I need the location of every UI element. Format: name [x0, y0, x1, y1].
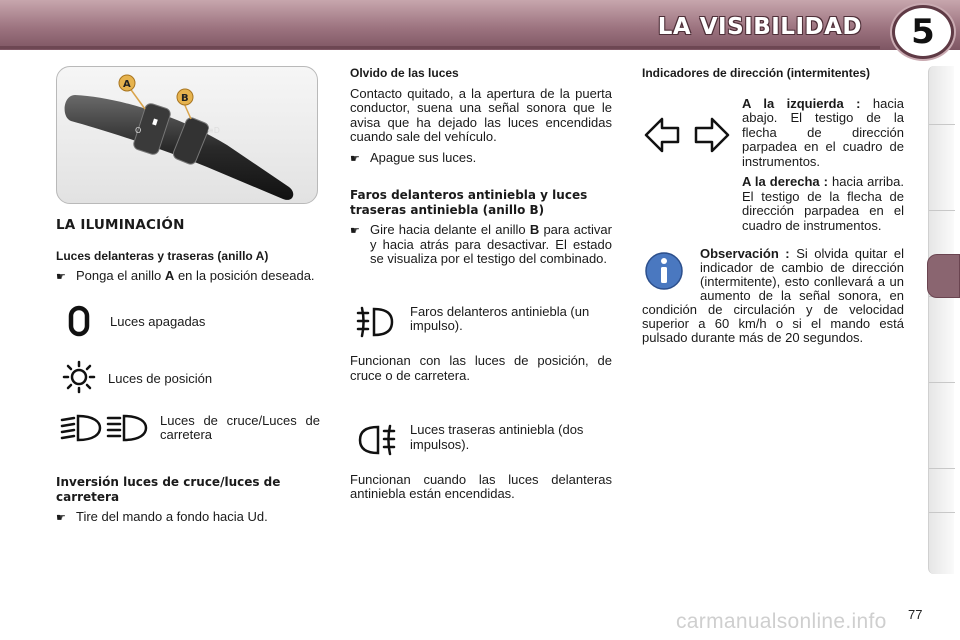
turn-signal-arrows-icon — [642, 115, 732, 155]
indicator-left — [742, 97, 904, 170]
bullet-arrow-icon: ☛ — [56, 271, 66, 283]
forgotten-lights-text: Contacto quitado, a la apertura de la puerta conductor, suena una señal sonora que le avisa que ha dejado las luces encendidas cuando sale del vehículo. — [350, 85, 612, 144]
lights-off-label: Luces apagadas — [110, 314, 206, 329]
rear-fog-label: Luces traseras antiniebla (dos impulsos). — [410, 422, 584, 452]
front-fog-icon — [356, 305, 410, 343]
dipped-main-row — [56, 412, 320, 448]
direction-arrows — [642, 97, 742, 234]
lighting-subtitle: Luces delanteras y traseras (anillo A) — [56, 248, 269, 263]
observation-title: Observación : — [700, 246, 790, 261]
indicator-right-title: A la derecha : — [742, 174, 829, 189]
lighting-bullet — [56, 269, 320, 285]
front-fog-row — [350, 305, 612, 343]
lighting-stalk-icon — [57, 67, 318, 204]
side-lights-icon — [62, 360, 108, 398]
indicator-texts — [742, 97, 904, 234]
lights-off-icon — [64, 305, 110, 341]
front-fog-text: Funcionan con las luces de posición, de cruce o de carretera. — [350, 353, 612, 383]
fog-bullet-post: para activar y hacia atrás para desactivar. El estado se visualiza por el testigo del combinado. — [370, 222, 612, 266]
fog-bullet-ring: B — [529, 222, 540, 237]
lights-off-row — [56, 305, 320, 341]
rear-fog-text: Funcionan cuando las luces delanteras antiniebla están encendidas. — [350, 471, 612, 501]
indicator-right — [742, 175, 904, 233]
lighting-bullet-pre: Ponga el anillo — [76, 268, 162, 283]
inversion-title: Inversión luces de cruce/luces de carretera — [56, 475, 281, 504]
fog-title: Faros delanteros antiniebla y luces traseras antiniebla (anillo B) — [350, 188, 588, 217]
fog-bullet-pre: Gire hacia delante el anillo — [370, 222, 526, 237]
inversion-bullet — [56, 510, 320, 526]
lighting-bullet-post: en la posición deseada. — [177, 268, 315, 283]
svg-text:≡D: ≡D — [207, 126, 220, 135]
page-number: 77 — [908, 607, 923, 622]
info-icon — [644, 249, 694, 297]
bullet-arrow-icon: ☛ — [56, 512, 66, 524]
rear-fog-icon — [356, 423, 410, 461]
lighting-bullet-ring: A — [164, 268, 175, 283]
lighting-title: LA ILUMINACIÓN — [56, 217, 185, 233]
observation-text: Si olvida quitar el indicador de cambio de dirección (intermitente), esto conllevará a un aumento de la señal sonora, en condición de circulación y de velocidad superior a 60 km/h o si el mando está pulsado durante más de 20 segundos. — [642, 246, 904, 345]
side-lights-row — [56, 360, 320, 398]
indicator-right-text: hacia arriba. El testigo de la flecha de dirección parpadea en el cuadro de instrumentos. — [742, 174, 904, 233]
rear-fog-row — [350, 423, 612, 461]
fog-bullet — [350, 223, 612, 267]
front-fog-label: Faros delanteros antiniebla (un impulso). — [410, 303, 590, 333]
column-middle — [350, 66, 612, 502]
dipped-main-beam-icon — [60, 412, 160, 448]
chapter-number-badge: 5 — [892, 5, 954, 59]
indicator-left-title: A la izquierda : — [742, 95, 861, 111]
forgotten-lights-bullet-text: Apague sus luces. — [370, 149, 477, 165]
dipped-main-label: Luces de cruce/Luces de carretera — [160, 412, 320, 442]
observation-note — [642, 247, 904, 345]
bullet-arrow-icon: ☛ — [350, 225, 360, 237]
watermark: carmanualsonline.info — [676, 610, 887, 633]
column-left — [56, 66, 320, 526]
forgotten-lights-title: Olvido de las luces — [350, 66, 459, 80]
bullet-arrow-icon: ☛ — [350, 152, 360, 165]
indicator-left-text: hacia abajo. El testigo de la flecha de dirección parpadea en el cuadro de instrumentos. — [742, 95, 904, 169]
stalk-illustration — [56, 66, 318, 204]
forgotten-lights-bullet — [350, 151, 612, 167]
chapter-tab-active[interactable] — [927, 254, 960, 298]
page-title: LA VISIBILIDAD — [657, 14, 862, 40]
header-rule — [0, 46, 880, 49]
side-lights-label: Luces de posición — [108, 370, 213, 386]
indicators-block — [642, 97, 904, 234]
chapter-tab-rail — [928, 66, 954, 574]
inversion-bullet-text: Tire del mando a fondo hacia Ud. — [76, 509, 268, 524]
column-right — [642, 66, 904, 345]
svg-text:O: O — [135, 126, 142, 135]
ring-b-label: B — [181, 93, 189, 104]
ring-a-label: A — [123, 79, 131, 90]
indicators-title: Indicadores de dirección (intermitentes) — [642, 66, 871, 80]
